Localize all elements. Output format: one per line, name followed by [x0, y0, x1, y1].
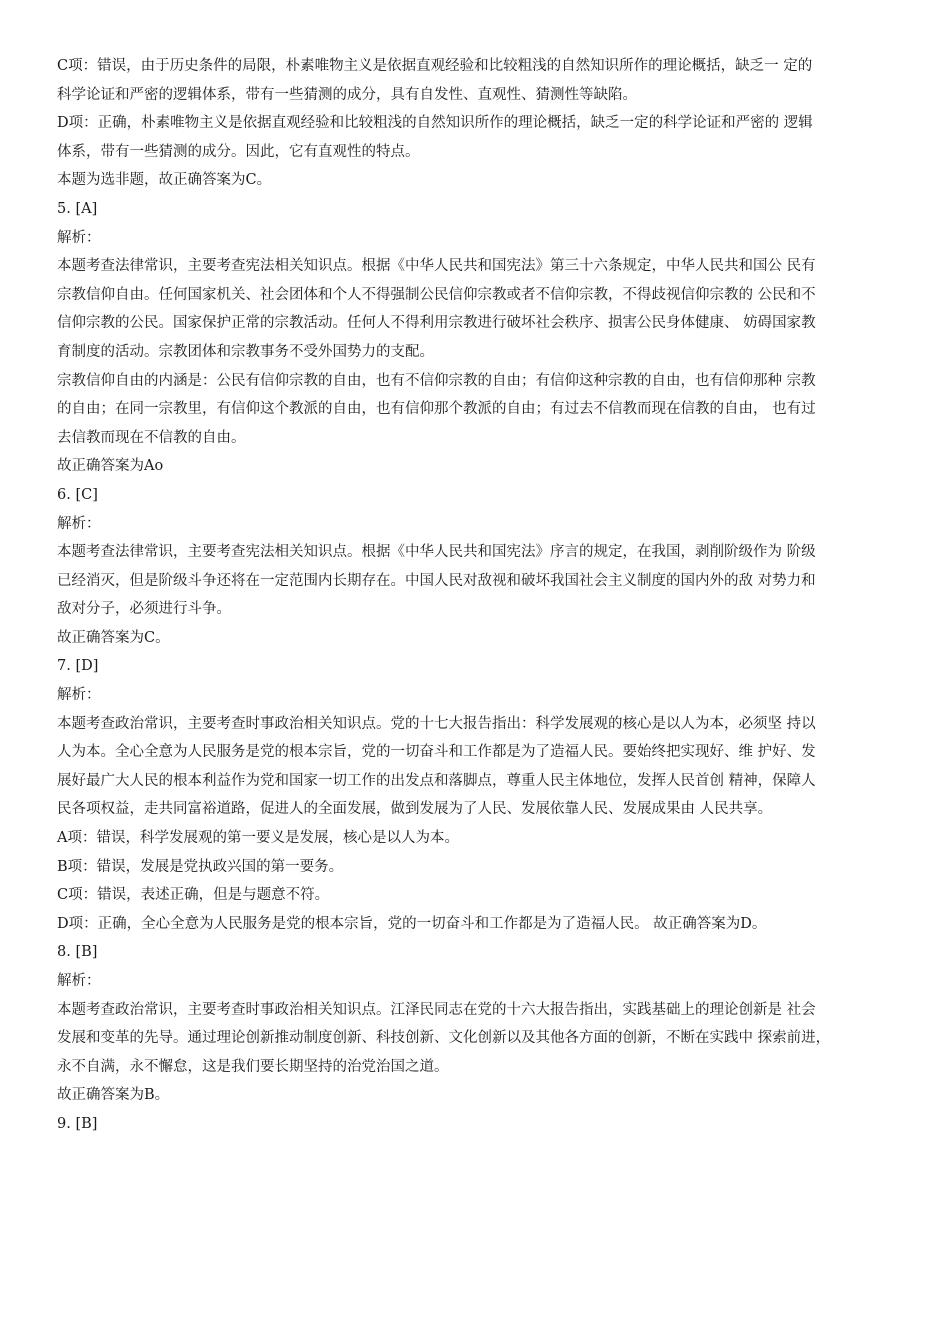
analysis-label: 解析： [57, 687, 101, 704]
answer-line: 故正确答案为B。 [57, 1087, 170, 1104]
question-number: 6. [C] [57, 486, 98, 503]
analysis-label: 解析： [57, 229, 101, 246]
text-line: 科学论证和严密的逻辑体系，带有一些猜测的成分，具有自发性、直观性、猜测性等缺陷。 [57, 86, 637, 103]
option-line: C项：错误，表述正确，但是与题意不符。 [57, 887, 330, 904]
text-line: 去信教而现在不信教的自由。 [57, 429, 246, 446]
text-line: 人为本。全心全意为人民服务是党的根本宗旨，党的一切奋斗和工作都是为了造福人民。要始终把实现好、维 护好、发 [57, 744, 816, 761]
document-body [57, 52, 897, 1139]
text-line: 已经消灭，但是阶级斗争还将在一定范围内长期存在。中国人民对敌视和破坏我国社会主义制度的国内外的敌 对势力和 [57, 572, 816, 589]
text-line: 育制度的活动。宗教团体和宗教事务不受外国势力的支配。 [57, 343, 434, 360]
text-line: 发展和变革的先导。通过理论创新推动制度创新、科技创新、文化创新以及其他各方面的创新，不断在实践中 探索前进， [57, 1030, 831, 1047]
text-line: 展好最广大人民的根本利益作为党和国家一切工作的出发点和落脚点，尊重人民主体地位，发挥人民首创 精神，保障人 [57, 772, 816, 789]
text-line: 体系，带有一些猜测的成分。因此，它有直观性的特点。 [57, 143, 420, 160]
text-line: 宗教信仰自由的内涵是：公民有信仰宗教的自由，也有不信仰宗教的自由；有信仰这种宗教的自由，也有信仰那种 宗教 [57, 372, 816, 389]
analysis-label: 解析： [57, 973, 101, 989]
text-line: 信仰宗教的公民。国家保护正常的宗教活动。任何人不得利用宗教进行破坏社会秩序、损害公民身体健康、 妨碍国家教 [57, 315, 816, 332]
text-line: 本题考查政治常识，主要考查时事政治相关知识点。江泽民同志在党的十六大报告指出，实践基础上的理论创新是 社会 [57, 1001, 816, 1018]
text-line: 敌对分子，必须进行斗争。 [57, 601, 231, 618]
text-line: 本题考查政治常识，主要考查时事政治相关知识点。党的十七大报告指出：科学发展观的核心是以人为本，必须坚 持以 [57, 715, 816, 732]
text-line: 永不自满，永不懈怠，这是我们要长期坚持的治党治国之道。 [57, 1058, 449, 1075]
option-line: B项：错误，发展是党执政兴国的第一要务。 [57, 858, 344, 875]
analysis-label: 解析： [57, 515, 101, 532]
answer-line: 故正确答案为Ao [57, 458, 164, 475]
question-number: 9. [B] [57, 1115, 98, 1132]
option-line: A项：错误，科学发展观的第一要义是发展，核心是以人为本。 [57, 830, 459, 847]
answer-line: 本题为选非题，故正确答案为C。 [57, 172, 272, 189]
text-line: C项：错误，由于历史条件的局限，朴素唯物主义是依据直观经验和比较粗浅的自然知识所作的理论概括，缺乏一 定的 [57, 58, 813, 74]
text-line: 本题考查法律常识，主要考查宪法相关知识点。根据《中华人民共和国宪法》第三十六条规定，中华人民共和国公 民有 [57, 258, 816, 275]
option-line: D项：正确，全心全意为人民服务是党的根本宗旨，党的一切奋斗和工作都是为了造福人民。 故正确答案为D。 [57, 915, 767, 932]
answer-line: 故正确答案为C。 [57, 629, 170, 646]
text-line: 本题考查法律常识，主要考查宪法相关知识点。根据《中华人民共和国宪法》序言的规定，在我国，剥削阶级作为 阶级 [57, 544, 816, 561]
text-line: 民各项权益，走共同富裕道路，促进人的全面发展，做到发展为了人民、发展依靠人民、发展成果由 人民共享。 [57, 801, 773, 818]
question-number: 5. [A] [57, 200, 98, 217]
question-number: 8. [B] [57, 944, 98, 961]
text-line: 宗教信仰自由。任何国家机关、社会团体和个人不得强制公民信仰宗教或者不信仰宗教，不得歧视信仰宗教的 公民和不 [57, 286, 816, 303]
text-line: 的自由；在同一宗教里，有信仰这个教派的自由，也有信仰那个教派的自由；有过去不信教而现在信教的自由， 也有过 [57, 401, 816, 418]
text-line: D项：正确，朴素唯物主义是依据直观经验和比较粗浅的自然知识所作的理论概括，缺乏一定的科学论证和严密的 逻辑 [57, 115, 813, 132]
question-number: 7. [D] [57, 658, 99, 675]
